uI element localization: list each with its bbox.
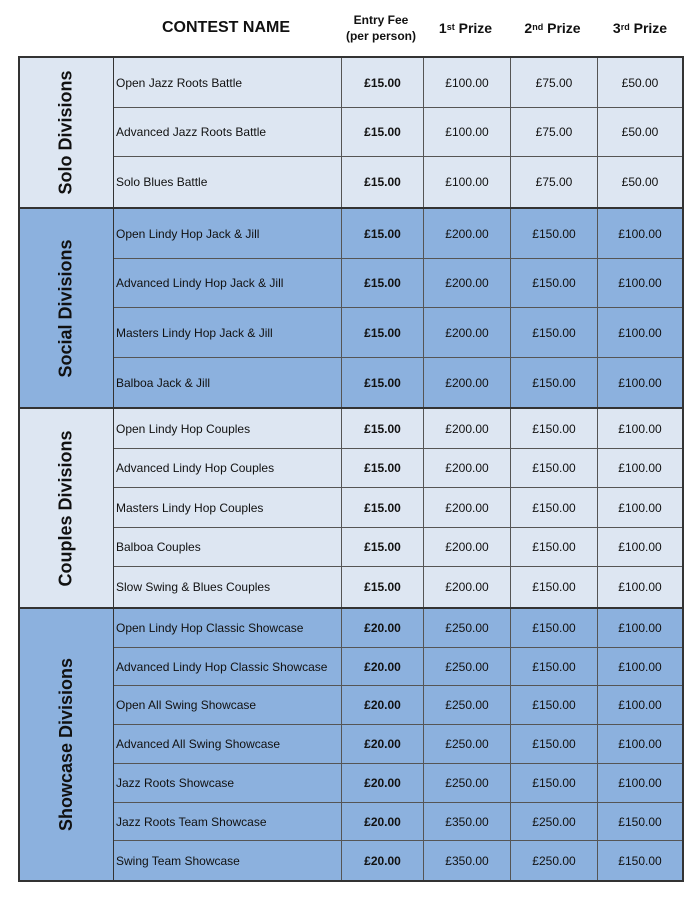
contest-name-cell: Balboa Couples (114, 528, 342, 566)
table-row (114, 259, 682, 308)
contest-name-cell: Open Lindy Hop Jack & Jill (114, 209, 342, 258)
contest-name-cell: Masters Lindy Hop Jack & Jill (114, 308, 342, 357)
column-header-entry-fee (340, 0, 422, 56)
entry-fee-cell: £15.00 (342, 108, 424, 156)
contest-name-cell: Open Jazz Roots Battle (114, 58, 342, 107)
section-couples-divisions (20, 409, 682, 609)
second-prize-word: Prize (543, 20, 581, 36)
contest-name-cell: Jazz Roots Team Showcase (114, 803, 342, 840)
third-prize-cell: £100.00 (618, 540, 662, 554)
second-prize-cell: £75.00 (511, 157, 598, 207)
second-prize-cell: £150.00 (511, 209, 598, 258)
first-prize-cell: £200.00 (424, 358, 511, 407)
first-prize-cell: £100.00 (424, 108, 511, 156)
entry-fee-cell: £20.00 (342, 803, 424, 840)
table-row (114, 409, 682, 449)
contest-name-cell: Balboa Jack & Jill (114, 358, 342, 407)
first-prize-number: 1 (438, 20, 447, 36)
section-label-text: Showcase Divisions (56, 657, 77, 832)
contest-name-cell: Advanced Lindy Hop Jack & Jill (114, 259, 342, 307)
first-prize-cell: £200.00 (424, 259, 511, 307)
column-header-contest-name: CONTEST NAME (162, 19, 290, 36)
contest-name-cell: Swing Team Showcase (114, 841, 342, 880)
table-row (114, 567, 682, 607)
third-prize-cell: £50.00 (621, 175, 659, 189)
second-prize-cell: £250.00 (511, 841, 598, 880)
third-prize-cell: £50.00 (621, 125, 659, 139)
table-row (114, 308, 682, 358)
entry-fee-cell: £20.00 (342, 686, 424, 724)
column-header-first-prize: 1 $^{st}$ Prize (438, 20, 493, 36)
section-label-text: Social Divisions (56, 238, 76, 378)
entry-fee-cell: £15.00 (342, 58, 424, 107)
third-prize-cell: £100.00 (618, 776, 662, 790)
contest-name-cell: Advanced Lindy Hop Couples (114, 449, 342, 487)
first-prize-cell: £100.00 (424, 157, 511, 207)
entry-fee-cell: £15.00 (342, 488, 424, 527)
third-prize-cell: £100.00 (618, 737, 662, 751)
entry-fee-cell: £15.00 (342, 157, 424, 207)
section-solo-divisions (20, 58, 682, 209)
third-prize-cell: £100.00 (618, 698, 662, 712)
second-prize-cell: £150.00 (511, 358, 598, 407)
table-row (114, 108, 682, 157)
table-row (114, 488, 682, 528)
section-label (20, 609, 114, 880)
table-row (114, 803, 682, 841)
table-row (114, 528, 682, 567)
first-prize-cell: £200.00 (424, 488, 511, 527)
second-prize-cell: £150.00 (511, 764, 598, 802)
first-prize-cell: £200.00 (424, 528, 511, 566)
contest-table (18, 56, 684, 882)
first-prize-cell: £200.00 (424, 449, 511, 487)
third-prize-cell: £50.00 (621, 75, 659, 90)
third-prize-cell: £150.00 (618, 853, 662, 868)
third-prize-cell: £100.00 (618, 461, 662, 475)
entry-fee-cell: £15.00 (342, 449, 424, 487)
entry-fee-cell: £20.00 (342, 764, 424, 802)
third-prize-word: Prize (629, 20, 668, 36)
first-prize-cell: £200.00 (424, 409, 511, 448)
entry-fee-cell: £15.00 (342, 358, 424, 407)
first-prize-cell: £350.00 (424, 841, 511, 880)
entry-fee-cell: £15.00 (342, 567, 424, 607)
first-prize-cell: £250.00 (424, 764, 511, 802)
column-header-second-prize: 2 $^{nd}$ Prize (524, 20, 581, 36)
table-row (114, 358, 682, 407)
contest-name-cell: Open Lindy Hop Classic Showcase (114, 609, 342, 647)
second-prize-cell: £250.00 (511, 803, 598, 840)
table-row (114, 609, 682, 648)
second-prize-cell: £75.00 (511, 108, 598, 156)
second-prize-cell: £150.00 (511, 449, 598, 487)
second-prize-cell: £150.00 (511, 308, 598, 357)
contest-name-cell: Masters Lindy Hop Couples (114, 488, 342, 527)
second-prize-cell: £150.00 (511, 725, 598, 763)
first-prize-cell: £350.00 (424, 803, 511, 840)
second-prize-cell: £150.00 (511, 259, 598, 307)
second-prize-cell: £75.00 (511, 58, 598, 107)
entry-fee-cell: £15.00 (342, 528, 424, 566)
third-prize-cell: £100.00 (618, 276, 662, 290)
table-row (114, 58, 682, 108)
section-label (20, 409, 114, 607)
contest-name-cell: Solo Blues Battle (114, 157, 342, 207)
third-prize-cell: £100.00 (618, 659, 662, 674)
contest-name-cell: Open Lindy Hop Couples (114, 409, 342, 448)
third-prize-cell: £100.00 (618, 500, 662, 515)
third-prize-cell: £100.00 (618, 375, 662, 390)
table-header (18, 0, 688, 56)
contest-name-cell: Advanced All Swing Showcase (114, 725, 342, 763)
contest-name-cell: Advanced Jazz Roots Battle (114, 108, 342, 156)
first-prize-word: Prize (454, 20, 493, 36)
table-row (114, 157, 682, 207)
entry-fee-sublabel: (per person) (345, 29, 416, 43)
second-prize-cell: £150.00 (511, 567, 598, 607)
entry-fee-cell: £15.00 (342, 308, 424, 357)
first-prize-cell: £200.00 (424, 209, 511, 258)
third-prize-cell: £100.00 (618, 325, 662, 340)
second-prize-cell: £150.00 (511, 528, 598, 566)
entry-fee-cell: £15.00 (342, 259, 424, 307)
second-prize-cell: £150.00 (511, 686, 598, 724)
table-row (114, 725, 682, 764)
first-prize-cell: £250.00 (424, 648, 511, 685)
second-prize-number: 2 (524, 20, 533, 36)
table-row (114, 841, 682, 880)
entry-fee-cell: £20.00 (342, 609, 424, 647)
first-prize-cell: £250.00 (424, 609, 511, 647)
contest-name-cell: Slow Swing & Blues Couples (114, 567, 342, 607)
section-showcase-divisions (20, 609, 682, 880)
first-prize-cell: £200.00 (424, 567, 511, 607)
third-prize-cell: £150.00 (618, 814, 662, 829)
entry-fee-cell: £15.00 (342, 209, 424, 258)
entry-fee-cell: £20.00 (342, 648, 424, 685)
contest-name-cell: Jazz Roots Showcase (114, 764, 342, 802)
contest-name-cell: Open All Swing Showcase (114, 686, 342, 724)
entry-fee-cell: £20.00 (342, 725, 424, 763)
column-header-third-prize: 3 $^{rd}$ Prize (612, 20, 668, 36)
first-prize-cell: £250.00 (424, 686, 511, 724)
table-row (114, 764, 682, 803)
table-row (114, 686, 682, 725)
table-row (114, 449, 682, 488)
third-prize-number: 3 (612, 20, 621, 36)
table-row (114, 648, 682, 686)
section-label-text: Couples Divisions (56, 429, 77, 587)
second-prize-cell: £150.00 (511, 409, 598, 448)
second-prize-cell: £150.00 (511, 488, 598, 527)
entry-fee-cell: £15.00 (342, 409, 424, 448)
third-prize-cell: £100.00 (618, 226, 662, 241)
section-social-divisions (20, 209, 682, 409)
third-prize-cell: £100.00 (618, 580, 662, 594)
first-prize-cell: £200.00 (424, 308, 511, 357)
first-prize-cell: £100.00 (424, 58, 511, 107)
entry-fee-label: Entry Fee (353, 13, 409, 27)
section-label-text: Solo Divisions (56, 70, 76, 195)
section-label (20, 209, 114, 407)
second-prize-cell: £150.00 (511, 648, 598, 685)
first-prize-cell: £250.00 (424, 725, 511, 763)
third-prize-cell: £100.00 (618, 421, 662, 436)
third-prize-cell: £100.00 (618, 621, 662, 635)
second-prize-cell: £150.00 (511, 609, 598, 647)
section-label (20, 58, 114, 207)
table-row (114, 209, 682, 259)
entry-fee-cell: £20.00 (342, 841, 424, 880)
contest-name-cell: Advanced Lindy Hop Classic Showcase (114, 648, 342, 685)
